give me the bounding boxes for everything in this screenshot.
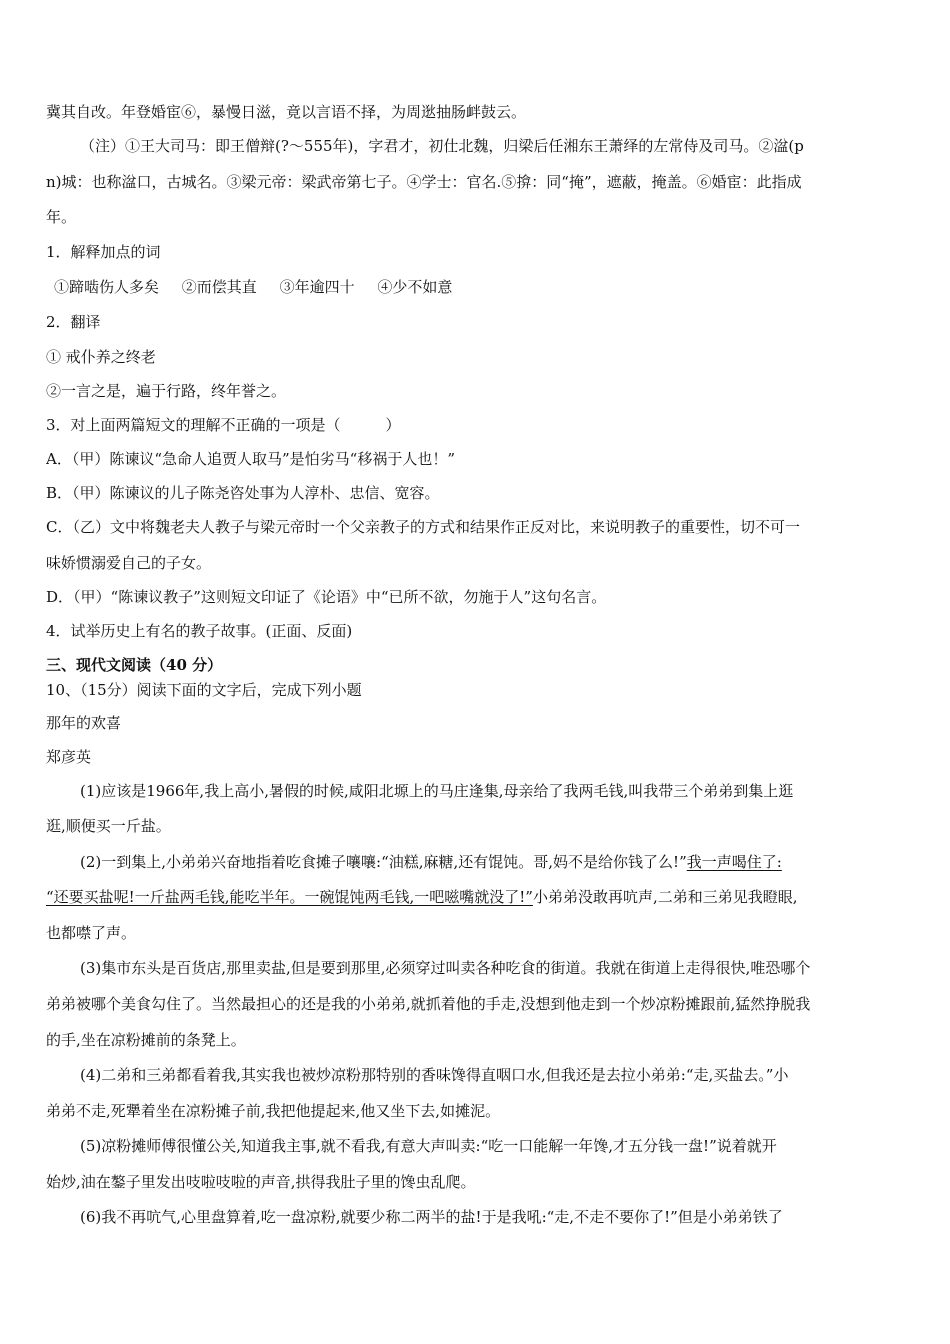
paragraph-6: (6)我不再吭气,心里盘算着,吃一盘凉粉,就要少称二两半的盐!于是我吼:“走,不走不要你了!”但是小弟弟铁了 xyxy=(80,1208,783,1226)
paragraph-1-cont: 逛,顺便买一斤盐。 xyxy=(46,817,171,835)
paragraph-3-cont: 的手,坐在凉粉摊前的条凳上。 xyxy=(46,1031,246,1049)
option-b: B．（甲）陈谏议的儿子陈尧咨处事为人淳朴、忠信、宽容。 xyxy=(46,484,440,502)
option-c-cont: 味娇惯溺爱自己的子女。 xyxy=(46,554,212,572)
paragraph-2-text: 小弟弟没敢再吭声,二弟和三弟见我瞪眼, xyxy=(532,888,798,906)
paragraph-2-cont xyxy=(46,887,908,907)
question-2: 2．翻译 xyxy=(46,313,101,331)
item-2: ②而偿其直 xyxy=(181,278,257,296)
section-heading: 三、现代文阅读（40 分） xyxy=(46,656,223,674)
question-4: 4．试举历史上有名的教子故事。(正面、反面) xyxy=(46,622,353,640)
paragraph-3: (3)集市东头是百货店,那里卖盐,但是要到那里,必须穿过叫卖各种吃食的街道。我就在街道上走得很快,唯恐哪个 xyxy=(80,959,811,977)
paragraph-5: (5)凉粉摊师傅很懂公关,知道我主事,就不看我,有意大声叫卖:“吃一口能解一年馋,才五分钱一盘!”说着就开 xyxy=(80,1137,777,1155)
paragraph-2-text: (2)一到集上,小弟弟兴奋地指着吃食摊子嚷嚷:“油糕,麻糖,还有馄饨。哥,妈不是给你钱了么!” xyxy=(80,853,687,871)
annotation-line: 年。 xyxy=(46,208,77,226)
item-4: ④少不如意 xyxy=(377,278,453,296)
option-c: C．（乙）文中将魏老夫人教子与梁元帝时一个父亲教子的方式和结果作正反对比，来说明教子的重要性，切不可一 xyxy=(46,518,800,536)
paragraph-1: (1)应该是1966年,我上高小,暑假的时候,咸阳北塬上的马庄逢集,母亲给了我两毛钱,叫我带三个弟弟到集上逛 xyxy=(80,782,794,800)
item-1: ①蹄啮伤人多矣 xyxy=(54,278,160,296)
paragraph-3-cont: 弟弟被哪个美食勾住了。当然最担心的还是我的小弟弟,就抓着他的手走,没想到他走到一个炒凉粉摊跟前,猛然挣脱我 xyxy=(46,995,811,1013)
item-3: ③年逾四十 xyxy=(279,278,355,296)
paragraph-4-cont: 弟弟不走,死犟着坐在凉粉摊子前,我把他提起来,他又坐下去,如摊泥。 xyxy=(46,1102,501,1120)
question-2-item: ① 戒仆养之终老 xyxy=(46,348,156,366)
article-title: 那年的欢喜 xyxy=(46,714,122,732)
question-3: 3．对上面两篇短文的理解不正确的一项是（ ） xyxy=(46,416,401,434)
underlined-text: “还要买盐呢!一斤盐两毛钱,能吃半年。一碗馄饨两毛钱,一吧嗞嘴就没了!” xyxy=(46,888,533,906)
annotation-line: n)城：也称湓口，古城名。③梁元帝：梁武帝第七子。④学士：官名.⑤揜：同“掩”，遮蔽，掩盖。⑥婚宦：此指成 xyxy=(46,173,802,191)
article-author: 郑彦英 xyxy=(46,748,92,766)
question-1: 1．解释加点的词 xyxy=(46,243,161,261)
annotation-line: （注）①王大司马：即王僧辩(?～555年)，字君才，初仕北魏，归梁后任湘东王萧绎的左常侍及司马。②湓(p xyxy=(80,137,804,155)
paragraph-2-cont: 也都噤了声。 xyxy=(46,924,137,942)
question-10: 10、（15分）阅读下面的文字后，完成下列小题 xyxy=(46,681,362,699)
paragraph-2 xyxy=(80,852,908,872)
option-a: A．（甲）陈谏议“急命人追贾人取马”是怕劣马“移祸于人也！” xyxy=(46,450,456,468)
underlined-text: 我一声喝住了: xyxy=(686,853,782,871)
option-d: D．（甲）“陈谏议教子”这则短文印证了《论语》中“已所不欲，勿施于人”这句名言。 xyxy=(46,588,607,606)
paragraph-5-cont: 始炒,油在鏊子里发出吱啦吱啦的声音,拱得我肚子里的馋虫乱爬。 xyxy=(46,1173,476,1191)
paragraph-4: (4)二弟和三弟都看着我,其实我也被炒凉粉那特别的香味馋得直咽口水,但我还是去拉小弟弟:“走,买盐去。”小 xyxy=(80,1066,789,1084)
text-line: 冀其自改。年登婚宦⑥，暴慢日滋，竟以言语不择，为周逖抽肠衅鼓云。 xyxy=(46,103,527,121)
question-1-items xyxy=(54,277,916,297)
question-2-item: ②一言之是，遍于行路，终年誉之。 xyxy=(46,382,287,400)
